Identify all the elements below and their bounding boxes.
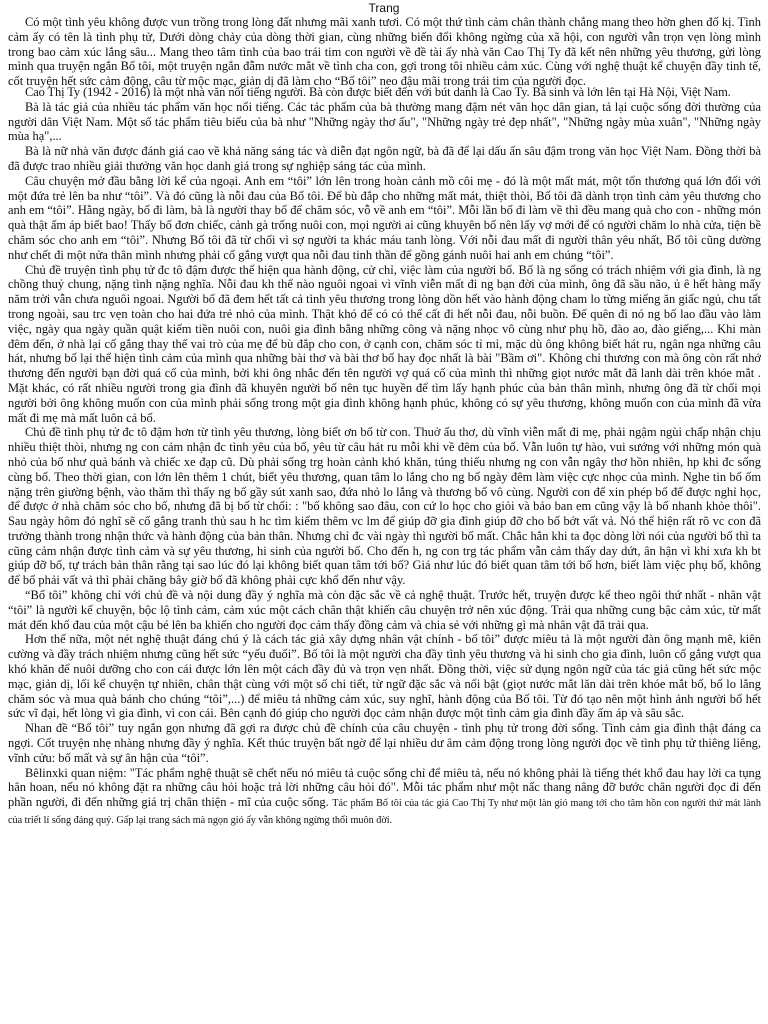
conclusion-ending-note: Tác phẩm Bố tôi của tác giả Cao Thị Ty như một làn gió mang tới cho tâm hồn con người thứ mát lành của triết lí sống đáng quý. Gấp lại trang sách mà ngọn gió ấy vẫn không ngừng thổi muôn đời. <box>8 798 761 827</box>
paragraph-character-art: Hơn thế nữa, một nét nghệ thuật đáng chú ý là cách tác giả xây dựng nhân vật chính - bố tôi” được miêu tả là một người đàn ông mạnh mẽ, kiên cường và đầy trách nhiệm nhưng cũng hết sức “yếu đuối”. Bố tôi là một người cha đầy tình yêu thương và hi sinh cho gia đình, luôn cố gắng vượt qua khó khăn để nuôi dưỡng cho con cái được lớn lên một cách đầy đủ và trọn vẹn nhất. Đồng thời, việc sử dụng ngôn ngữ của tác giả cũng hết sức mộc mạc, giản dị, lối kể chuyện tự nhiên, chân thật cùng với một số chi tiết, từ ngữ đặc sắc và nổi bật (giọt nước mắt lăn dài trên khóe mắt bố, bố lo lắng chăm sóc và mua quà bánh cho chúng “tôi”,...) để miêu tả những cảm xúc, suy nghĩ, hành động của Bố tôi. Từ đó tạo nên một hình ảnh người bố hết sức vĩ đại, hết lòng vì gia đình, vì con cái. Bên cạnh đó giúp cho người đọc cảm nhận được một tình cảm gia đình đầy ấm áp và sâu sắc. <box>8 632 761 721</box>
paragraph-conclusion <box>8 766 761 829</box>
paragraph-author-awards: Bà là nữ nhà văn được đánh giá cao về khả năng sáng tác và diễn đạt ngôn ngữ, bà đã để lại dấu ấn sâu đậm trong văn học Việt Nam. Đồng thời bà đã được trao nhiều giải thưởng văn học danh giá trong sự nghiệp sáng tác của mình. <box>8 144 761 173</box>
conclusion-quote: Bêlinxki quan niệm: "Tác phẩm nghệ thuật sẽ chết nếu nó miêu tả cuộc sống chỉ để miêu tả, nếu nó không phải là tiếng thét khổ đau hay lời ca tụng hân hoan, nếu nó không đặt ra những câu hỏi hoặc trả lời những câu hỏi đó". Mỗi tác phẩm như một nấc thang nâng đỡ bước chân người đọc đi đến phần người, đi đến những giá trị chân thiện - mĩ của cuộc sống. <box>8 765 761 810</box>
paragraph-author-works: Bà là tác giả của nhiều tác phẩm văn học nổi tiếng. Các tác phẩm của bà thường mang đậm nét văn học dân gian, tả lại cuộc sống đời thường của người dân Việt Nam. Một số tác phẩm tiêu biểu của bà như "Những ngày thơ ấu", "Những ngày trẻ đẹp nhất", "Những ngày mùa xuân", "Những ngày mùa hạ",... <box>8 99 761 144</box>
page-header: Trang <box>368 1 400 15</box>
document-body <box>8 15 761 829</box>
paragraph-father-theme: Chủ đề truyện tình phụ tử đc tô đậm được thể hiện qua hành động, cử chỉ, việc làm của người bố. Bố là ng sống có trách nhiệm với gia đình, là ng chồng thuỷ chung, nặng tình nặng nghĩa. Nỗi đau kh thể nào nguôi ngoai vì vĩnh viễn mất đi ng bạn đời của mình, ông đã sầu não, ủ ê hết hàng mấy năm trời vẫn chưa nguôi ngoai. Người bố đã đem hết tất cả tình yêu thương trong lòng dồn hết vào hành động cham lo từng miếng ăn giấc ngủ, chu tất trong ngoài, sau trc vẹn toàn cho hai đứa trẻ nhỏ của mình. Thật khó để có có thể cất đi hết nỗi đau, nỗi buồn. Để quên đi nó ng bố lao đầu vào làm việc, ngày qua ngày quần quật kiếm tiền nuôi con, nuôi gia đình bằng những công và nặng nhọc vô cùng như phụ hồ, đào ao, đào giếng,... Khi màn đêm đến, ở nhà lại cố gắng thay thế vai trò của mẹ để bù đắp cho con, ở cạnh con, chăm sóc tỉ mỉ, mặc dù ông không biết hát ru, ngân nga những câu hát, nhưng bố lại thể hiện tình cảm của mình qua những bài thơ và bài thơ bố hay đọc nhất là bài "Bầm ơi". Không chỉ thương con mà ông còn rất nhớ thương đến người bạn đời quá cố của mình, bởi khi ông nhắc đến tên người vợ quá cố của mình thì những giọt nước mắt đã lanh dài trên khóe mắt . Mặt khác, có rất nhiều người trong gia đình đã khuyên người bố nên tục huyền để tìm lấy hạnh phúc của bản thân mình, nhưng ông đã từ chối mọi người bởi ông không muốn con của mình phải sống trong một gia đình không hạnh phúc, không có sự yêu thương, không muốn con của mình đã vừa mất đi mẹ mà mất luôn cả bố. <box>8 262 761 425</box>
paragraph-child-love: Chủ đề tình phụ tử đc tô đậm hơn từ tình yêu thương, lòng biết ơn bố từ con. Thuở ấu thơ, dù vĩnh viễn mất đi mẹ, phải ngậm ngùi chấp nhận chịu nhiều thiệt thòi, nhưng ng con cảm nhận đc tình yêu của bố, yêu từ câu hát ru mỗi khi về đêm của bố. Vẫn luôn tự hào, vui sướng với những món quà nhỏ của bố như quả bánh và chiếc xe đạp cũ. Dù phải sống trg hoàn cảnh khó khăn, túng thiếu nhưng ng con vẫn ngây thơ hồn nhiên, hp khi đc sống cùng bố. Theo thời gian, con lớn lên thêm 1 chút, biết yêu thương, quan tâm lo lắng cho ng bố ngày đêm làm việc cực nhọc của mình. Nghe tin bố ốm nặng trên giường bệnh, vào thăm thì thấy ng bố gầy sút xanh sao, đứa nhỏ lo lắng và thương bố vô cùng. Người con để xin phép bố để được nghỉ học, để được ở nhà chăm sóc cho bố, nhưng đã bị bố từ chối: : "bố không sao đâu, con cứ lo học cho giỏi và bảo ban em cũng vậy là bố nhanh khỏe thôi". Sau ngày hôm đó nghĩ sẽ cố gắng tranh thủ sau h hc tìm kiếm thêm vc lm để giúp đỡ gia đình giúp đỡ cho bố bớt vất vả. Nó thể hiện rất rõ vc con đã trưởng thành trong nhận thức và hành động của bản thân. Nhưng chỉ đc vài ngày thì người bố mất. Chắc hẳn khi ta đọc dòng lời nói của người bố thì ta cũng cảm nhận được tình cảm và sự yêu thương, hi sinh của người bố. Cho đến h, ng con trg tác phẩm vẫn cảm thấy day dứt, ân hận vì khi xưa kh bt giúp đỡ bố, tự trách bản thân rằng tại sao lúc đó lại không biết quan tâm tới bố? Giá như lúc đó biết quan tâm tới bố hơn, biết làm việc phụ bố, không để bố phải vất vả thì phải chăng bây giờ bố đã không phải cực khổ đến như vậy. <box>8 425 761 588</box>
paragraph-author-bio: Cao Thị Ty (1942 - 2016) là một nhà văn nổi tiếng người. Bà còn được biết đến với bút danh là Cao Ty. Bà sinh và lớn lên tại Hà Nội, Việt Nam. <box>25 84 731 99</box>
paragraph-intro: Có một tình yêu không được vun trồng trong lòng đất nhưng mãi xanh tươi. Có một thứ tình cảm chân thành chẳng mang theo hờn ghen đố kị. Tình cảm ấy có tên là tình phụ tử, Dưới dòng chảy của dòng thời gian, cùng những biến đổi không ngừng của xã hội, con người vẫn trọn vẹn lòng mình trong bao cảm xúc lắng sâu... Mang theo tâm tình của bao trái tim con người về đề tài ấy nhà văn Cao Thị Ty đã kết nên những yêu thương, gửi lòng mình qua truyện ngắn Bố tôi, một truyện ngắn đẫm nước mắt về tình cha con, gợi trong tôi nhiều cảm xúc. Cùng với nghệ thuật kể chuyện đầy tinh tế, cốt truyện hết sức cảm động, câu từ mộc mạc, giản dị đã làm cho “Bố tôi” neo đậu mãi trong trái tim của người đọc. <box>8 15 761 89</box>
paragraph-narration-art: “Bố tôi” không chỉ với chủ đề và nội dung đầy ý nghĩa mà còn đặc sắc về cả nghệ thuật. Trước hết, truyện được kể theo ngôi thứ nhất - nhân vật “tôi” là người kể chuyện, bộc lộ tình cảm, cảm xúc một cách chân thật khiến câu chuyện trở nên xúc động. Trải qua những cung bậc cảm xúc, từ mất mát đến khổ đau của một cậu bé lên ba khiến cho người đọc cảm thấy đồng cảm và chia sẻ với những gì mà nhân vật đã trải qua. <box>8 588 761 632</box>
paragraph-title-meaning: Nhan đề “Bố tôi” tuy ngắn gọn nhưng đã gợi ra được chủ đề chính của câu chuyện - tình phụ tử trong đời sống. Tình cảm gia đình thật đáng ca ngợi. Cốt truyện nhẹ nhàng nhưng đầy ý nghĩa. Kết thúc truyện bất ngờ để lại nhiều dư âm cảm động trong lòng người đọc về tình phụ tử thiêng liêng, vĩnh cửu: bố mất và sự ân hận của “tôi”. <box>8 721 761 765</box>
paragraph-story-opening: Câu chuyện mở đầu bằng lời kể của ngoại. Anh em “tôi” lớn lên trong hoàn cảnh mồ côi mẹ - đó là một mất mát, một tổn thương quá lớn đối với một đứa trẻ lên ba như “tôi”. Và đó cũng là nỗi đau của Bố tôi. Để bù đắp cho những mất mát, thiệt thòi, Bố tôi đã dành trọn tình cảm yêu thương cho anh em “tôi”. Hằng ngày, bố đi làm, bà là người thay bố để chăm sóc, vỗ về anh em “tôi”. Mỗi lần bố đi làm về thì đều mang quà cho con - những món quà thật ấm áp biết bao! Thấy bố đơn chiếc, cảnh gà trống nuôi con, mọi người ai cũng khuyên bố nên lấy vợ mới để có người chăm lo nhà cửa, tiện bề chăm sóc cho anh em “tôi”. Nhưng Bố tôi đã từ chối vì sợ người ta khác máu tanh lòng. Với nỗi đau mất đi người thân yêu nhất, Bố tôi cũng dường như chết đi một nửa thân mình nhưng phải cố gắng vượt qua nỗi đau tinh thần để gồng gánh nuôi hai anh em chúng “tôi”. <box>8 173 761 262</box>
